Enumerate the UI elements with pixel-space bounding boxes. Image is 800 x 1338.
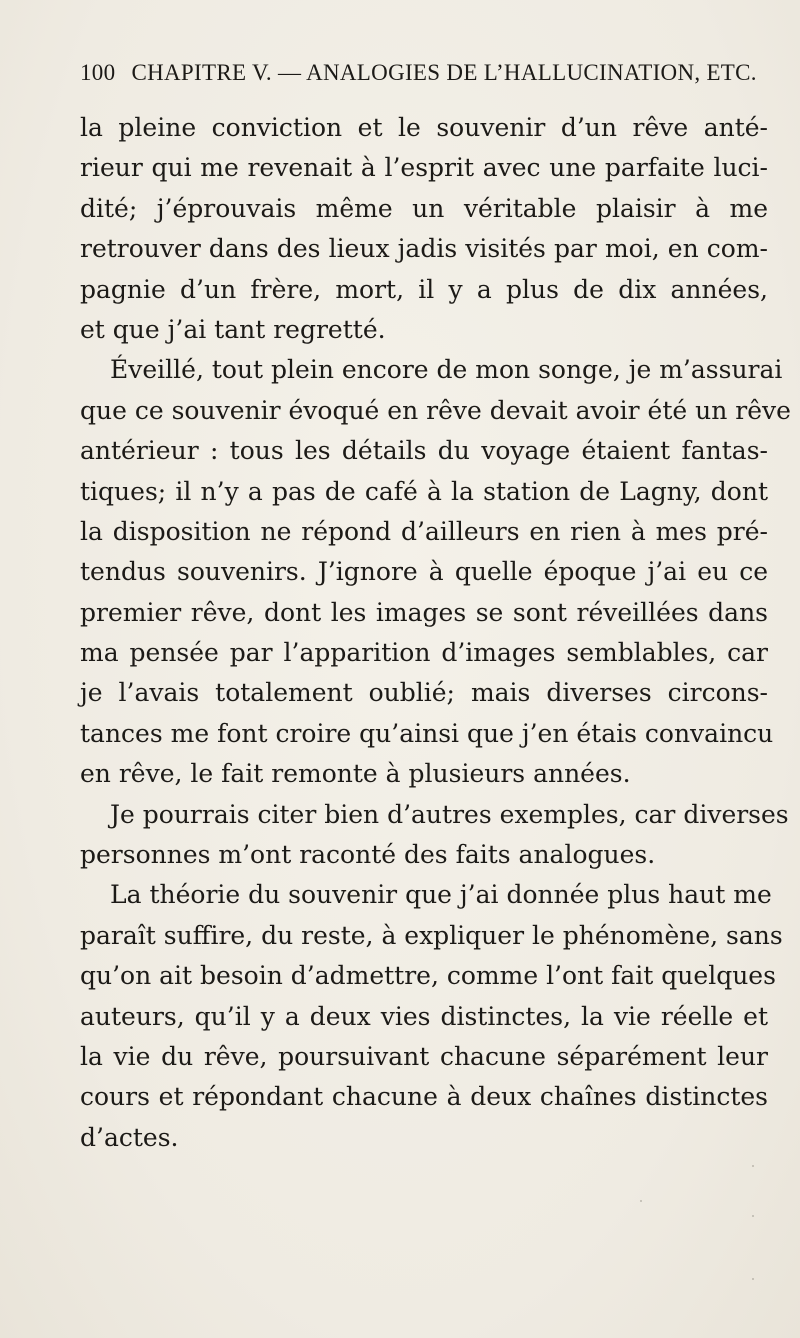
text-line: personnes m’ont raconté des faits analogues. — [80, 840, 656, 870]
text-line: premier rêve, dont les images se sont réveillées dans — [80, 597, 768, 627]
running-title: CHAPITRE V. — ANALOGIES DE L’HALLUCINATION, ETC. — [131, 60, 757, 85]
text-line: Je pourrais citer bien d’autres exemples, car diverses — [110, 799, 789, 829]
text-line: paraît suffire, du reste, à expliquer le phénomène, sans — [80, 920, 783, 950]
body-text — [80, 108, 791, 1158]
paper-speck — [752, 1215, 754, 1217]
text-line: dité; j’éprouvais même un véritable plaisir à me — [80, 193, 768, 223]
text-line: tiques; il n’y a pas de café à la station de Lagny, dont — [80, 476, 768, 506]
text-line: antérieur : tous les détails du voyage étaient fantas- — [80, 436, 768, 466]
text-line: d’actes. — [80, 1122, 179, 1152]
text-line: tances me font croire qu’ainsi que j’en étais convaincu — [80, 718, 774, 748]
text-line: La théorie du souvenir que j’ai donnée plus haut me — [110, 880, 772, 910]
text-line: qu’on ait besoin d’admettre, comme l’ont fait quelques — [80, 961, 776, 991]
text-line: pagnie d’un frère, mort, il y a plus de dix années, — [80, 274, 768, 304]
text-line: et que j’ai tant regretté. — [80, 314, 386, 344]
text-line: cours et répondant chacune à deux chaînes distinctes — [80, 1082, 768, 1112]
paper-speck — [640, 1200, 642, 1202]
text-line: en rêve, le fait remonte à plusieurs années. — [80, 759, 631, 789]
paper-speck — [752, 1278, 754, 1280]
text-line: je l’avais totalement oublié; mais diverses circons- — [80, 678, 768, 708]
text-line: la vie du rêve, poursuivant chacune séparément leur — [80, 1041, 768, 1071]
running-header — [80, 60, 760, 86]
paper-speck — [752, 1165, 754, 1167]
text-line: que ce souvenir évoqué en rêve devait avoir été un rêve — [80, 395, 791, 425]
text-line: Éveillé, tout plein encore de mon songe, je m’assurai — [110, 355, 783, 385]
text-line: retrouver dans des lieux jadis visités par moi, en com- — [80, 234, 768, 264]
text-line: la disposition ne répond d’ailleurs en rien à mes pré- — [80, 516, 768, 546]
text-line: ma pensée par l’apparition d’images semblables, car — [80, 638, 768, 668]
text-line: la pleine conviction et le souvenir d’un rêve anté- — [80, 113, 768, 142]
text-line: rieur qui me revenait à l’esprit avec une parfaite luci- — [80, 153, 768, 183]
page-number: 100 — [80, 60, 116, 85]
text-line: auteurs, qu’il y a deux vies distinctes, la vie réelle et — [80, 1001, 768, 1031]
text-line: tendus souvenirs. J’ignore à quelle époque j’ai eu ce — [80, 557, 768, 587]
